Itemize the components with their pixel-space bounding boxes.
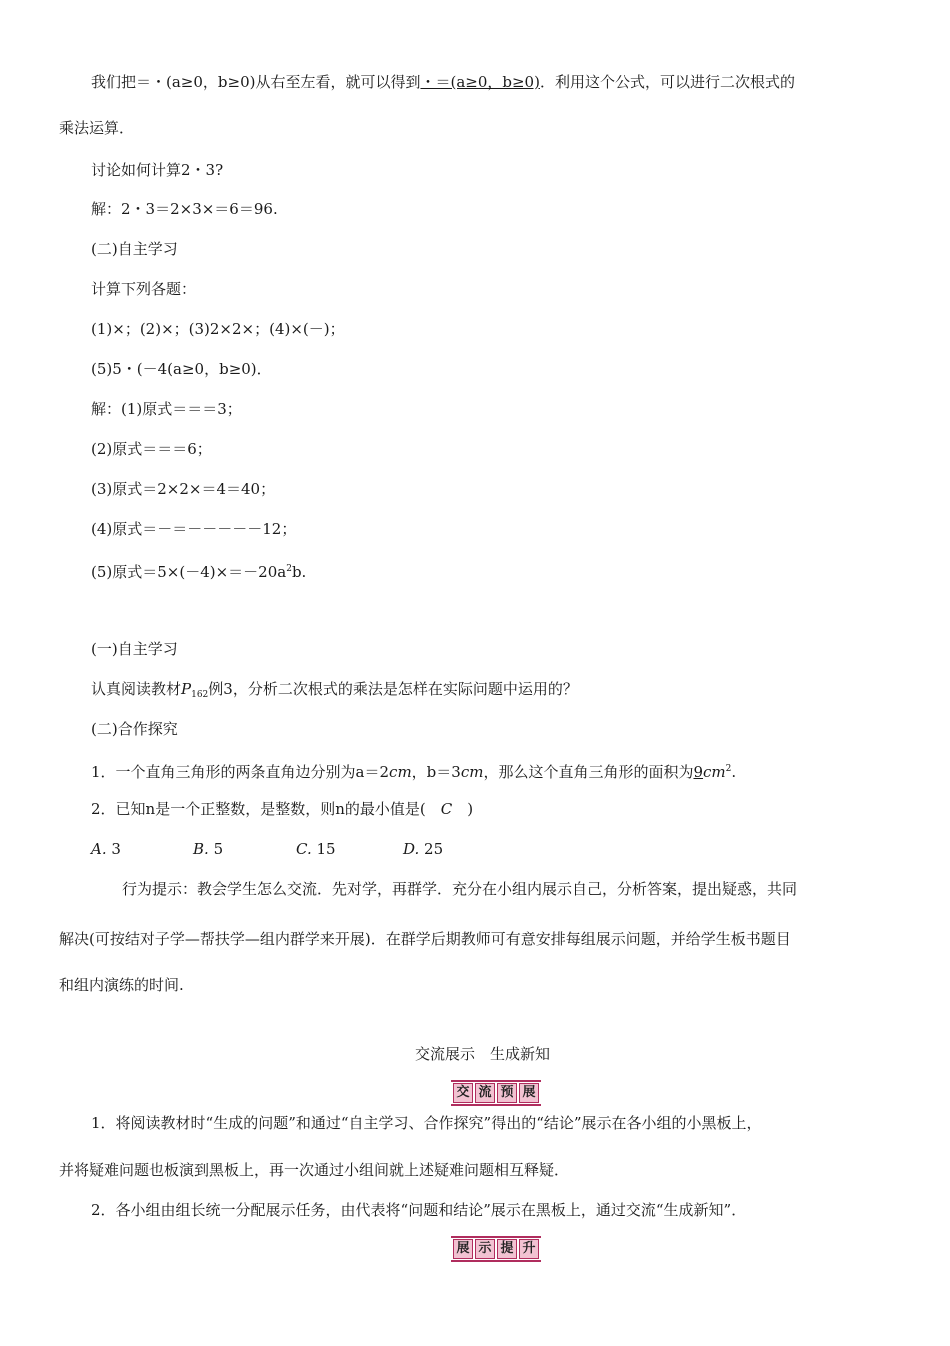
section-1-self-study-heading: (一)自主学习 [91, 640, 178, 658]
intro-text-part1: 我们把＝・(a≥0，b≥0)从右至左看，就可以得到 [91, 73, 421, 91]
exchange-item-2: 2．各小组由组长统一分配展示任务，由代表将“问题和结论”展示在黑板上，通过交流“生成新知”． [91, 1201, 747, 1219]
option-b: B. 5 [193, 840, 224, 858]
intro-underlined-formula: ・＝(a≥0，b≥0) [420, 73, 540, 91]
question-2: 2．已知n是一个正整数，是整数，则n的最小值是( C ) [91, 800, 474, 818]
exchange-item-1-line1: 1．将阅读教材时“生成的问题”和通过“自主学习、合作探究”得出的“结论”展示在各小组的小黑板上， [91, 1114, 762, 1132]
solution-1: 解：(1)原式＝＝＝3； [91, 400, 242, 418]
compute-prompt: 计算下列各题： [91, 280, 197, 298]
banner-display-improve: 展 示 提 升 [451, 1236, 541, 1262]
section-2-coop-heading: (二)合作探究 [91, 720, 178, 738]
exchange-item-1-line2: 并将疑难问题也板演到黑板上，再一次通过小组间就上述疑难问题相互释疑． [59, 1161, 570, 1179]
section-heading: 交流展示 生成新知 [415, 1045, 551, 1063]
section-2-self-study-heading: (二)自主学习 [91, 240, 178, 258]
behavior-tip-line2: 解决(可按结对子学—帮扶学—组内群学来开展)．在群学后期教师可有意安排每组展示问题，并给学生板书题目 [59, 930, 791, 948]
intro-text-part2: ．利用这个公式，可以进行二次根式的 [539, 73, 795, 91]
solution-2: (2)原式＝＝＝6； [91, 440, 212, 458]
solution-5: (5)原式$=5\times(-4)\times=-20a^2b$. [91, 563, 307, 581]
solution-4: (4)原式＝－＝－－－－－12； [91, 520, 297, 538]
problems-line1: (1)×；(2)×；(3)2×2×；(4)×(－)； [91, 320, 345, 338]
problems-line2: (5)5・(－4(a≥0，b≥0)． [91, 360, 272, 378]
question-2-answer: C [440, 800, 453, 818]
option-a: A. 3 [91, 840, 121, 858]
discuss-question: 讨论如何计算2・3? [91, 161, 224, 179]
option-d: D. 25 [403, 840, 444, 858]
read-textbook-instruction: 认真阅读教材$P_{162}$例3，分析二次根式的乘法是怎样在实际问题中运用的？ [91, 680, 578, 700]
discuss-solution: 解：2・3＝2×3×＝6＝96. [91, 200, 278, 218]
intro-paragraph-line2: 乘法运算． [59, 119, 135, 137]
option-c: C. 15 [296, 840, 336, 858]
question-1-answer: 9 [693, 763, 704, 781]
behavior-tip-line1: 行为提示：教会学生怎么交流．先对学，再群学．充分在小组内展示自己，分析答案，提出疑惑，共同 [122, 880, 798, 898]
intro-paragraph-line1 [91, 72, 795, 92]
behavior-tip-line3: 和组内演练的时间. [59, 976, 184, 994]
question-1: 1．一个直角三角形的两条直角边分别为a＝2cm，b＝3cm，那么这个直角三角形的面积为$9cm^2$. [91, 763, 737, 781]
banner-exchange-preview: 交 流 预 展 [451, 1080, 541, 1106]
solution-3: (3)原式＝2×2×＝4＝40； [91, 480, 276, 498]
